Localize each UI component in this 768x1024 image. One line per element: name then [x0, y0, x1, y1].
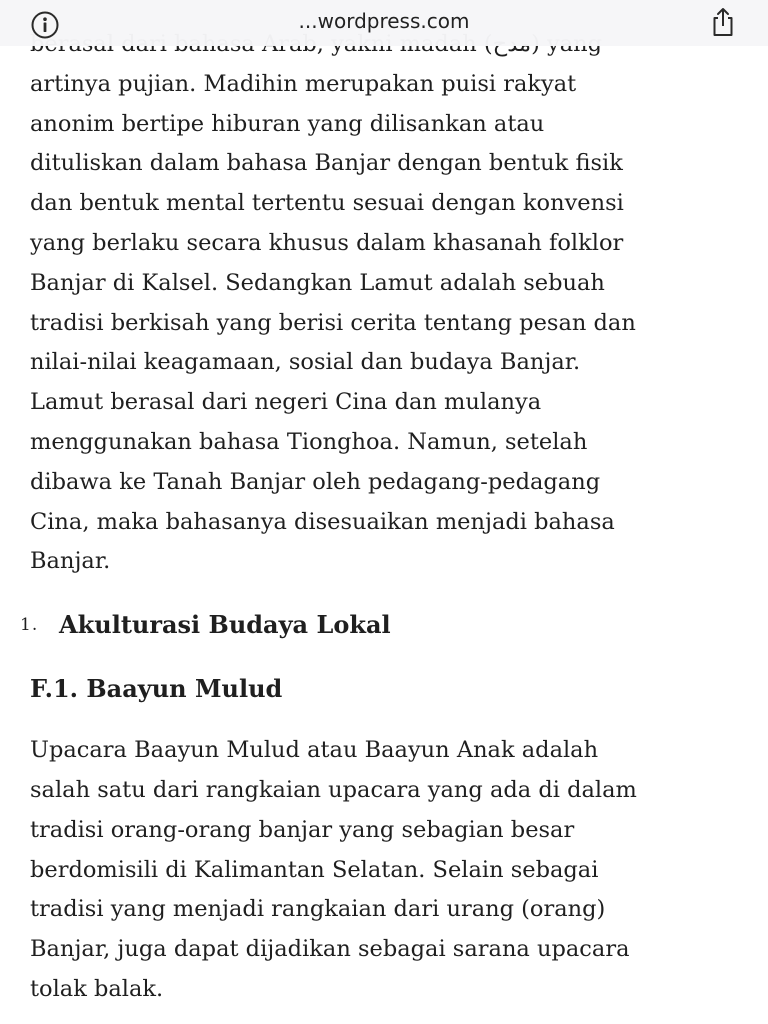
text-line: yang berlaku secara khusus dalam khasanah folklor [30, 229, 624, 256]
text-line: tradisi yang menjadi rangkaian dari urang (orang) [30, 896, 606, 923]
article-content [20, 25, 738, 1010]
text-line: dituliskan dalam bahasa Banjar dengan bentuk fisik [30, 150, 623, 177]
text-line: Upacara Baayun Mulud atau Baayun Anak adalah [30, 737, 599, 764]
text-line: Cina, maka bahasanya disesuaikan menjadi bahasa [30, 508, 615, 535]
text-line: berdomisili di Kalimantan Selatan. Selain sebagai [30, 856, 599, 883]
list-number: 1. [20, 615, 39, 636]
text-line: Lamut berasal dari negeri Cina dan mulanya [30, 389, 542, 416]
text-line: dan bentuk mental tertentu sesuai dengan konvensi [30, 190, 624, 217]
text-line: dibawa ke Tanah Banjar oleh pedagang-pedagang [30, 468, 601, 495]
browser-url-bar[interactable] [0, 0, 768, 46]
text-line: artinya pujian. Madihin merupakan puisi rakyat [30, 70, 577, 97]
share-icon[interactable] [708, 6, 738, 38]
text-line: tolak balak. [30, 975, 164, 1002]
paragraph-madihin-lamut [30, 25, 738, 582]
paragraph-baayun-mulud [30, 731, 738, 1010]
text-line: menggunakan bahasa Tionghoa. Namun, setelah [30, 428, 588, 455]
url-text[interactable]: ...wordpress.com [298, 9, 470, 33]
text-line: Banjar di Kalsel. Sedangkan Lamut adalah sebuah [30, 269, 605, 296]
text-line: Banjar, juga dapat dijadikan sebagai sarana upacara [30, 936, 630, 963]
text-line: nilai-nilai keagamaan, sosial dan budaya Banjar. [30, 349, 581, 376]
text-line: tradisi berkisah yang berisi cerita tentang pesan dan [30, 309, 636, 336]
subsection-heading: F.1. Baayun Mulud [30, 674, 283, 704]
text-line: anonim bertipe hiburan yang dilisankan atau [30, 110, 545, 137]
text-line: Banjar. [30, 548, 111, 575]
text-line: tradisi orang-orang banjar yang sebagian besar [30, 816, 575, 843]
list-item-heading [20, 603, 738, 647]
section-heading: Akulturasi Budaya Lokal [59, 610, 391, 640]
text-line: salah satu dari rangkaian upacara yang ada di dalam [30, 776, 637, 803]
